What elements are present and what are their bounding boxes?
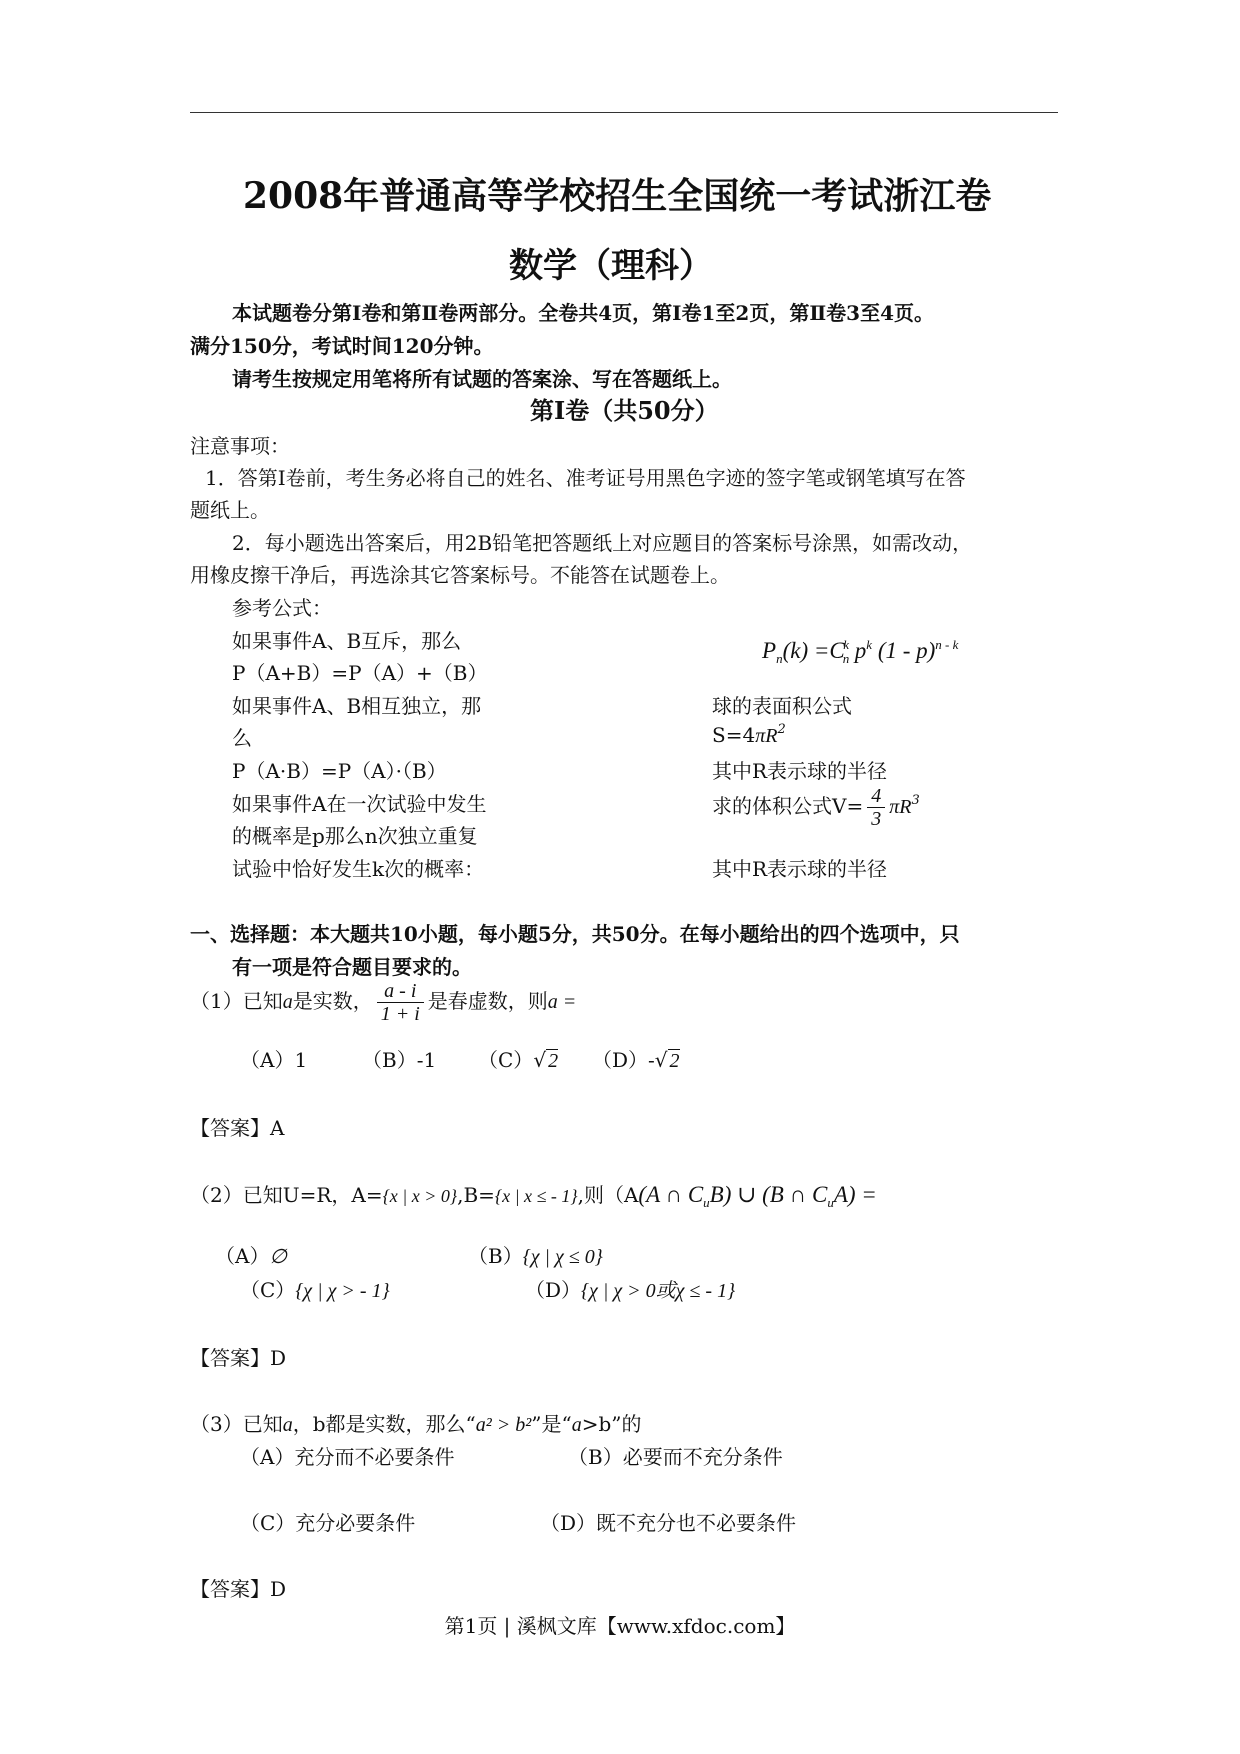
formula-left-line: 如果事件A、B互斥，那么 [232,629,462,653]
page-footer: 第1页 | 溪枫文库【www.xfdoc.com】 [444,1614,796,1638]
note-2-line-b: 用橡皮擦干净后，再选涂其它答案标号。不能答在试题卷上。 [190,563,730,587]
intro-line-2: 满分150分，考试时间120分钟。 [190,334,494,358]
q1-option-d: （D）-√ 2 [592,1048,680,1072]
q1-option-b: （B）-1 [362,1048,437,1072]
radius-note-2: 其中R表示球的半径 [712,857,888,881]
q3-option-b: （B）必要而不充分条件 [568,1445,783,1469]
q3-option-d: （D）既不充分也不必要条件 [540,1511,797,1535]
question-3-stem: （3）已知a，b都是实数，那么“a² > b²”是“a>b”的 [190,1412,642,1436]
q2-option-b: （B）{χ | χ ≤ 0} [468,1244,603,1268]
q2-answer: 【答案】D [190,1346,287,1370]
sphere-volume-formula: 求的体积公式V= $\frac{4}{3}$ $\pi R^3$ [712,785,920,830]
q1-answer: 【答案】A [190,1116,285,1140]
note-1-line-b: 题纸上。 [190,498,270,522]
intro-line-3: 请考生按规定用笔将所有试题的答案涂、写在答题纸上。 [232,367,732,391]
formula-left-line: P（A+B）=P（A）+（B） [232,661,488,685]
note-1-line-a: 1．答第Ⅰ卷前，考生务必将自己的姓名、准考证号用黑色字迹的签字笔或钢笔填写在答 [205,466,966,490]
q1-option-a: （A）1 [240,1048,308,1072]
intro-line-1: 本试题卷分第Ⅰ卷和第Ⅱ卷两部分。全卷共4页，第Ⅰ卷1至2页，第Ⅱ卷3至4页。 [232,301,935,325]
question-1-stem: （1）已知a是实数， $\frac{a - i}{1 + i}$ 是春虚数，则a = [190,980,577,1025]
formula-left-line: P（A·B）=P（A）·（B） [232,759,447,783]
exam-subtitle: 数学（理科） [509,246,713,286]
q2-option-a: （A）∅ [215,1244,287,1268]
formula-left-line: 如果事件A在一次试验中发生 [232,792,487,816]
question-2-stem: （2）已知U=R，A={x | x > 0},B={x | x ≤ - 1},则（A(A ∩ $C_uB$) ∪ (B ∩ $C_uA$) = [190,1182,877,1210]
formula-left-line: 么 [232,726,252,750]
formula-left-line: 试验中恰好发生k次的概率： [232,857,485,881]
formula-left-line: 如果事件A、B相互独立，那 [232,694,482,718]
q3-answer: 【答案】D [190,1577,287,1601]
formulas-label: 参考公式： [232,596,332,620]
sphere-area-formula: $S=4\pi R^2$ [712,722,786,747]
q3-option-c: （C）充分必要条件 [240,1511,416,1535]
q2-option-d: （D）{χ | χ > 0或χ ≤ - 1} [525,1278,736,1302]
note-2-line-a: 2．每小题选出答案后，用2B铅笔把答题纸上对应题目的答案标号涂黑，如需改动， [232,531,973,555]
radius-note-1: 其中R表示球的半径 [712,759,888,783]
sphere-area-label: 球的表面积公式 [712,694,852,718]
q3-option-a: （A）充分而不必要条件 [240,1445,455,1469]
exam-title: 2008年普通高等学校招生全国统一考试浙江卷 [243,175,992,217]
section1-heading-b: 有一项是符合题目要求的。 [232,955,472,979]
part1-heading: 第Ⅰ卷（共50分） [530,396,719,425]
formula-left-line: 的概率是p那么n次独立重复 [232,824,478,848]
section1-heading-a: 一、选择题：本大题共10小题，每小题5分，共50分。在每小题给出的四个选项中，只 [190,922,960,946]
q1-option-c: （C）√ 2 [478,1048,559,1072]
q2-option-c: （C）{χ | χ > - 1} [240,1278,390,1302]
binomial-formula: $P_n(k) =C_n^k$ $p^k$ (1 - p)$^{n - k}$ [762,637,959,666]
header-rule [190,112,1058,113]
notes-label: 注意事项： [190,434,290,458]
